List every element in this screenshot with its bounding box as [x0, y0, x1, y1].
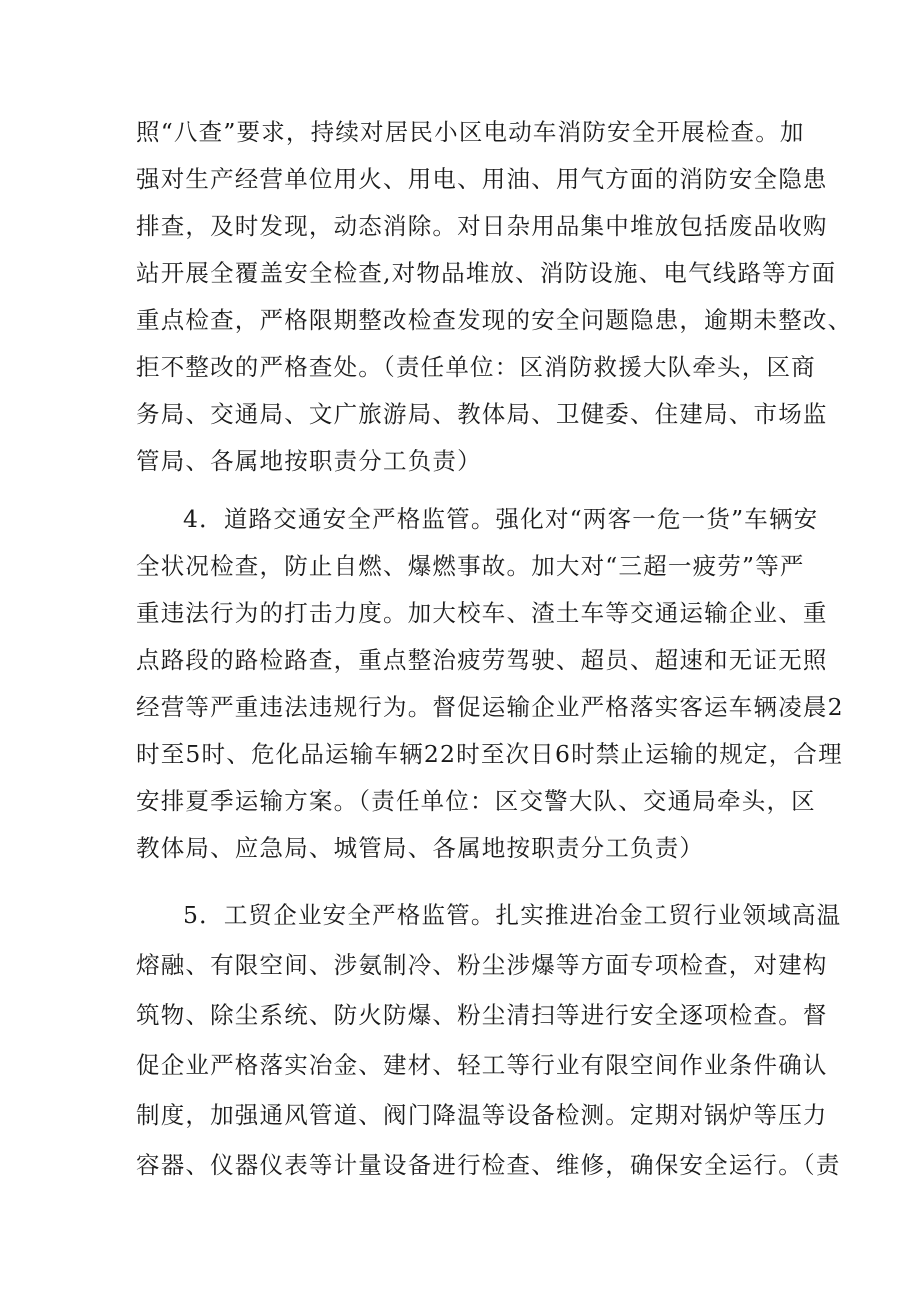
text-line: 重违法行为的打击力度。加大校车、渣土车等交通运输企业、重: [136, 599, 828, 627]
text-line: 全状况检查，防止自燃、爆燃事故。加大对“三超一疲劳”等严: [136, 552, 805, 580]
text-line: 时至5时、危化品运输车辆22时至次日6时禁止运输的规定，合理: [136, 740, 843, 768]
text-line: 拒不整改的严格查处。（责任单位：区消防救援大队牵头，区商: [136, 353, 816, 381]
text-line: 务局、交通局、文广旅游局、教体局、卫健委、住建局、市场监: [136, 400, 828, 428]
text-line: 站开展全覆盖安全检查,对物品堆放、消防设施、电气线路等方面: [136, 259, 837, 287]
text-line: 强对生产经营单位用火、用电、用油、用气方面的消防安全隐患: [136, 165, 828, 193]
text-line: 重点检查，严格限期整改检查发现的安全问题隐患，逾期未整改、: [136, 306, 853, 334]
text-line: 熔融、有限空间、涉氨制冷、粉尘涉爆等方面专项检查，对建构: [136, 951, 828, 979]
text-line: 制度，加强通风管道、阀门降温等设备检测。定期对锅炉等压力: [136, 1101, 828, 1129]
text-line: 筑物、除尘系统、防火防爆、粉尘清扫等进行安全逐项检查。督: [136, 1001, 828, 1029]
text-line: 安排夏季运输方案。（责任单位：区交警大队、交通局牵头，区: [136, 787, 816, 815]
text-line: 排查，及时发现，动态消除。对日杂用品集中堆放包括废品收购: [136, 212, 828, 240]
text-line: 促企业严格落实冶金、建材、轻工等行业有限空间作业条件确认: [136, 1051, 828, 1079]
text-line: 照“八查”要求，持续对居民小区电动车消防安全开展检查。加: [136, 118, 805, 146]
text-line: 点路段的路检路查，重点整治疲劳驾驶、超员、超速和无证无照: [136, 646, 828, 674]
section-5-heading-line: 5．工贸企业安全严格监管。扎实推进冶金工贸行业领域高温: [183, 901, 842, 929]
text-line: 经营等严重违法违规行为。督促运输企业严格落实客运车辆凌晨2: [136, 693, 844, 721]
text-line: 管局、各属地按职责分工负责）: [136, 447, 482, 475]
text-line: 容器、仪器仪表等计量设备进行检查、维修，确保安全运行。（责: [136, 1151, 841, 1179]
section-4-heading-line: 4．道路交通安全严格监管。强化对“两客一危一货”车辆安: [183, 505, 819, 533]
text-line: 教体局、应急局、城管局、各属地按职责分工负责）: [136, 834, 705, 862]
